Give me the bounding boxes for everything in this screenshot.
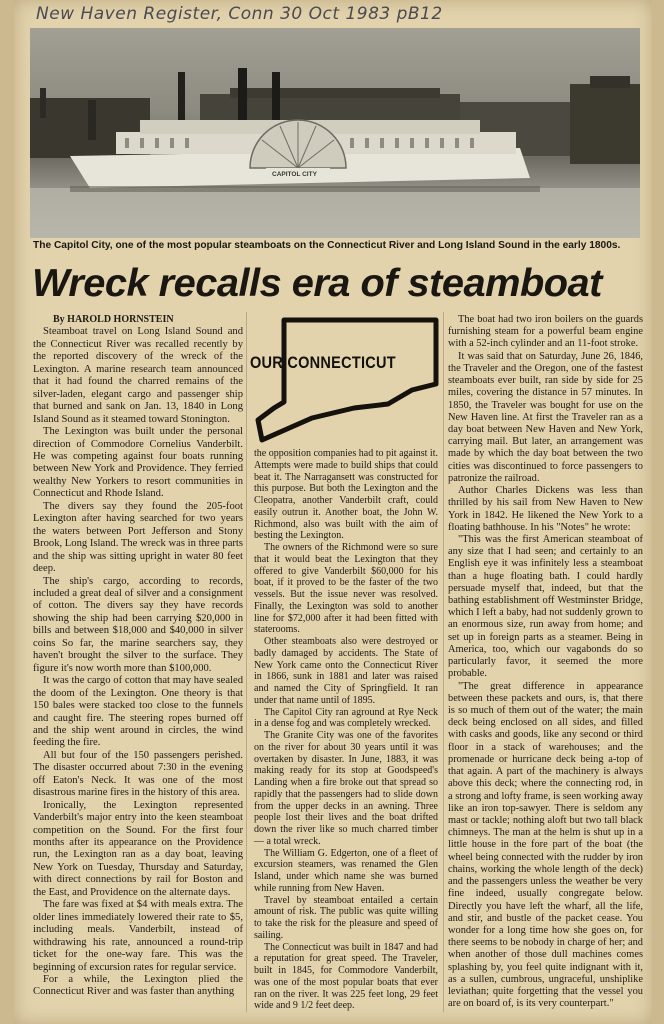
steamboat-photo: [30, 28, 640, 238]
paragraph: For a while, the Lexington plied the Connecticut River and was faster than anything: [33, 974, 243, 998]
paragraph: The Granite City was one of the favorites on the river for about 30 years until it was overtaken by disaster. In June, 1883, it was making ready for its stop at Goodspeed's Landing when a fire broke out that spread so rapidly that the passengers had to slide down from the upper decks in an awning. Three people lost their lives and the boat drifted down the river like so much charred timber — a total wreck.: [254, 730, 438, 847]
column-rule: [443, 312, 444, 1012]
article-column-2: [254, 448, 438, 1012]
column-logo-text: OUR CONNECTICUT: [250, 354, 396, 372]
paragraph: All but four of the 150 passengers perished. The disaster occurred about 7:30 in the evening off Eaton's Neck. It was one of the most disastrous marine fires in the history of this area.: [33, 749, 243, 799]
paragraph: "This was the first American steamboat of any size that I had seen; and certainly to an English eye it was infinitely less a steamboat than a huge floating bath. I could hardly persuade myself that, indeed, but that the bathing establishment off Westminster Bridge, which I left a baby, had not suddenly grown to an enormous size, run away from home; and set up in foreign parts as a steamer. Being in America, too, which our vagabonds do so particularly favor, it seemed the more probable.: [448, 533, 643, 680]
headline: Wreck recalls era of steamboat: [32, 262, 602, 305]
paragraph: The Capitol City ran aground at Rye Neck in a dense fog and was completely wrecked.: [254, 706, 438, 730]
hull-name-text: CAPITOL CITY: [272, 171, 317, 178]
article-column-3: [448, 314, 643, 1010]
paragraph: "The great difference in appearance between these packets and ours, is, that there is so much of them out of the water; the main deck being enclosed on all sides, and filled with casks and goods, like any second or third floor in a stack of warehouses; and the promenade or hurricane deck being a-top of that again. A part of the machinery is always above this deck; where the connecting rod, in a strong and lofty frame, is seen working away like an iron top-sawyer. There is seldom any mast or tackle; nothing aloft but two tall black chimneys. The man at the helm is shut up in a little house in the fore part of the boat (the wheel being connected with the rudder by iron chains, working the whole length of the deck) and the passengers unless the weather be very fine indeed, usually congregate below. Directly you have left the wharf, all the life, and stir, and bustle of the packet cease. You wonder for a long time how she goes on, for there seems to be nobody in charge of her; and when another of those dull machines comes splashing by, you feel quite indignant with it, as a sullen, cumbrous, ungraceful, unshiplike leviathan; quite forgetting that the vessel you are on board of, is its very counterpart.": [448, 680, 643, 1010]
paragraph: Ironically, the Lexington represented Vanderbilt's major entry into the keen steamboat competition on the Sound. For the first four months after its appearance on the Providence run, the Lexington ran as a day boat, leaving New York on Tuesday, Thursday and Saturday, with direct connections by rail for Boston and the East, and Providence on the alternate days.: [33, 799, 243, 898]
paragraph: Steamboat travel on Long Island Sound and the Connecticut River was recalled recently by the reported discovery of the wreck of the Lexington. A marine research team announced that it had found the charred remains of the silver-laden, elegant cargo and passenger ship that burned and sank on Jan. 13, 1840 in Long Island Sound as it steamed toward Stonington.: [33, 326, 243, 425]
paragraph: The ship's cargo, according to records, included a great deal of silver and a consignment of cotton. The divers say they have records showing the ship had been carrying $20,000 in bills and between $18,000 and $40,000 in silver coins So far, the marine searchers say, they haven't brought the silver to the surface. They figure it's now worth more than $100,000.: [33, 575, 243, 674]
paragraph: the opposition companies had to pit against it. Attempts were made to build ships that could beat it. The Narragansett was constructed for this purpose. But both the Lexington and the Cleopatra, another Vanderbilt craft, could easily outrun it. Another boat, the John W. Richmond, also was built with the aim of besting the Lexington.: [254, 448, 438, 542]
paragraph: The fare was fixed at $4 with meals extra. The older lines immediately lowered their rate to $5, including meals. Vanderbilt, instead of withdrawing his rate, announced a round-trip ticket for the one-way fare. This was the beginning of excursion rates for regular service.: [33, 899, 243, 973]
paragraph: The Lexington was built under the personal direction of Commodore Cornelius Vanderbilt. He was competing against four boats running between New York and Providence. They ferried wealthy New Yorkers to resort communities in Connecticut and Rhode Island.: [33, 426, 243, 500]
connecticut-map-outline-icon: [250, 316, 440, 444]
photo-caption: The Capitol City, one of the most popular steamboats on the Connecticut River and Long Island Sound in the early 1800s.: [33, 240, 621, 251]
paragraph: It was said that on Saturday, June 26, 1846, the Traveler and the Oregon, one of the fastest steamboats ever built, ran side by side for 25 miles, covering the distance in 57 minutes. In 1850, the Traveler was bought for use on the New Haven line. At first the Traveler ran as a day boat between New Haven and New York, carrying mail. But later, an arrangement was made by which the day boat between the two cities was discontinued to force passengers to patronize the railroad.: [448, 350, 643, 484]
column-rule: [246, 312, 247, 1012]
paragraph: The divers say they found the 205-foot Lexington after having searched for two years the waters between Port Jefferson and Stony Brook, Long Island. The wreck was in three parts and the ship was sitting upright in water 80 feet deep.: [33, 500, 243, 575]
handwritten-source-note: New Haven Register, Conn 30 Oct 1983 pB12: [36, 4, 443, 24]
paragraph: The owners of the Richmond were so sure that it would beat the Lexington that they offered to give Vanderbilt $60,000 for his boat, if it proved to be the faster of the two vessels. But the issue never was resolved. Finally, the Lexington was sold to another line for $72,000 after it had been fitted with staterooms.: [254, 542, 438, 636]
our-connecticut-logo: [250, 316, 440, 444]
paragraph: Other steamboats also were destroyed or badly damaged by accidents. The State of New York came onto the Connecticut River in 1866, sunk in 1881 and later was raised and named the City of Springfield. It ran under that name until of 1895.: [254, 636, 438, 706]
article-column-1: [33, 314, 243, 999]
paragraph: The boat had two iron boilers on the guards furnishing steam for a powerful beam engine with a 52-inch cylinder and an 11-foot stroke.: [448, 314, 643, 350]
paragraph: The William G. Edgerton, one of a fleet of excursion steamers, was renamed the Glen Island, under which name she was burned while running from New Haven.: [254, 847, 438, 894]
paragraph: It was the cargo of cotton that may have sealed the doom of the Lexington. One theory is that 150 bales were stacked too close to the funnels and caught fire. The steering ropes burned off and the ship went around in circles, the wind feeding the fire.: [33, 675, 243, 749]
paragraph: Author Charles Dickens was less than thrilled by his sail from New Haven to New York in 1842. He likened the New York to a floating bathhouse. In his "Notes" he wrote:: [448, 485, 643, 533]
steamboat-illustration: [30, 28, 640, 238]
byline: By HAROLD HORNSTEIN: [53, 314, 174, 325]
paragraph: Travel by steamboat entailed a certain amount of risk. The public was quite willing to take the risk for the pleasure and speed of sailing.: [254, 894, 438, 941]
paragraph: The Connecticut was built in 1847 and had a reputation for great speed. The Traveler, built in 1845, for Commodore Vanderbilt, was one of the most popular boats that ever ran on the river. It was 225 feet long, 29 feet wide and 9 1/2 feet deep.: [254, 941, 438, 1012]
